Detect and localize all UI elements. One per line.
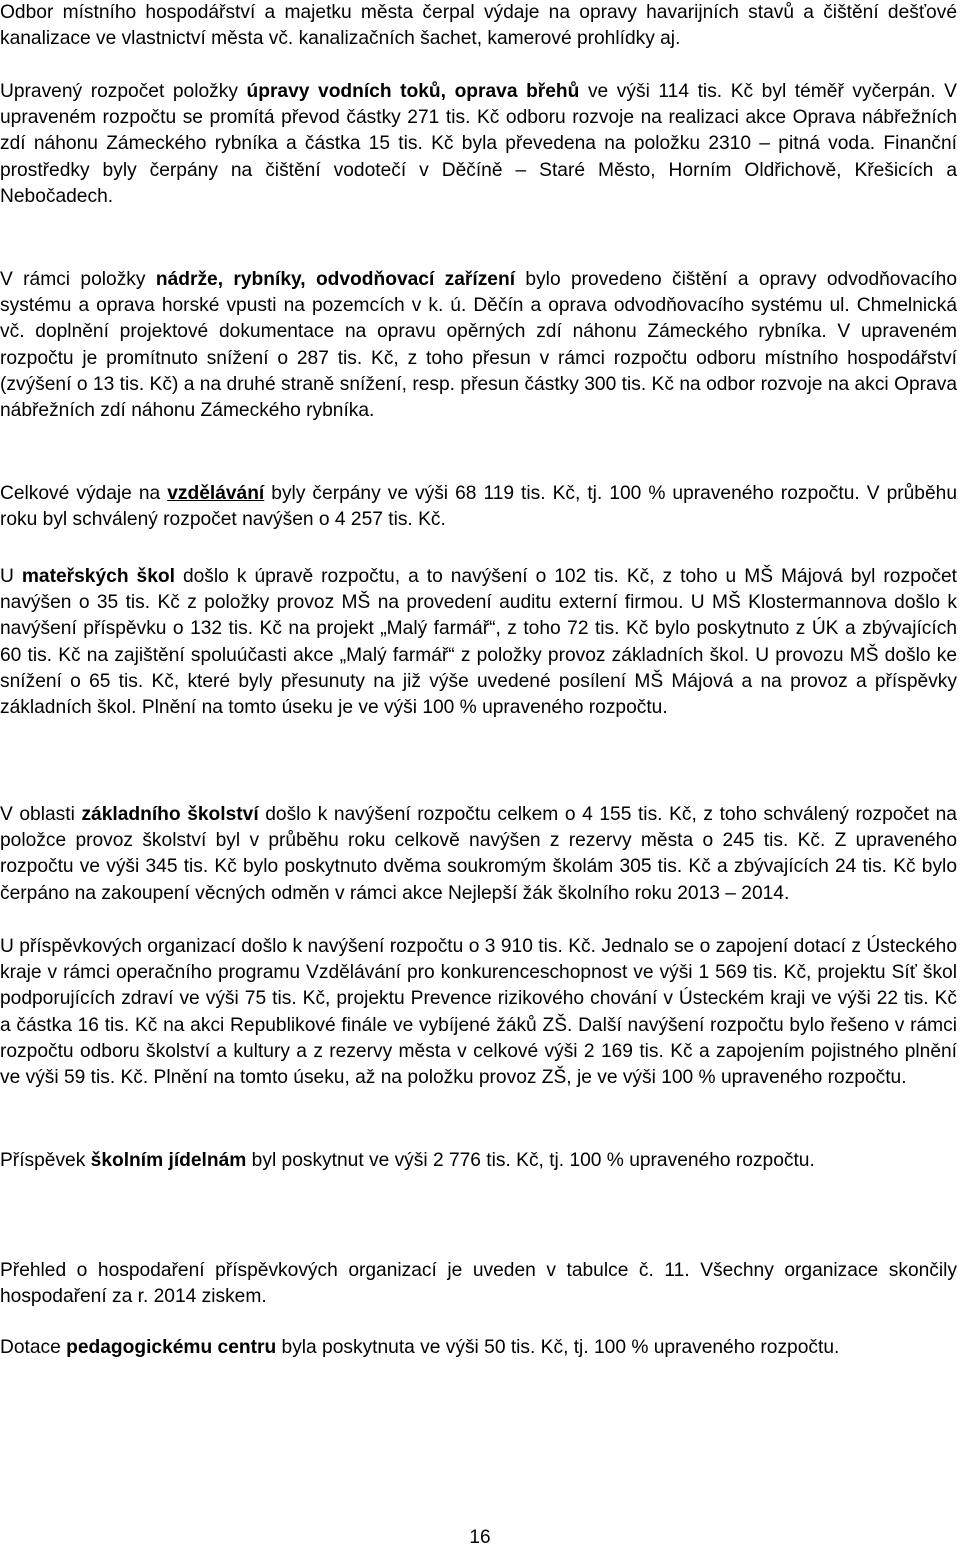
paragraph-text: Celkové výdaje na: [0, 483, 168, 504]
paragraph-text: byl poskytnut ve výši 2 776 tis. Kč, tj. 100 % upraveného rozpočtu.: [246, 1150, 815, 1171]
paragraph-text: byly čerpány ve výši 68 119 tis. Kč, tj. 100 % upraveného rozpočtu. V průběhu roku byl schválený rozpočet navýšen o 4 257 tis. Kč.: [0, 483, 957, 531]
paragraph-prehled-hospodareni: Přehled o hospodaření příspěvkových organizací je uveden v tabulce č. 11. Všechny organizace skončily hospodaření za r. 2014 ziskem.: [0, 1260, 957, 1308]
paragraph-text: Příspěvek: [0, 1150, 91, 1171]
paragraph-zakladni-skolstvi: [0, 802, 957, 907]
highlighted-term: základního školství: [81, 804, 259, 825]
highlighted-term: vzdělávání: [167, 483, 265, 504]
paragraph-vzdelavani: [0, 481, 957, 533]
paragraph-nadrze-rybniky: [0, 267, 957, 424]
paragraph-text: Upravený rozpočet položky: [0, 81, 247, 102]
highlighted-term: mateřských škol: [21, 566, 175, 587]
highlighted-term: školním jídelnám: [90, 1150, 247, 1171]
paragraph-prispevkove-organizace: U příspěvkových organizací došlo k navýšení rozpočtu o 3 910 tis. Kč. Jednalo se o zapojení dotací z Ústeckého kraje v rámci operačního programu Vzdělávání pro konkurenceschopnost ve výši 1 569 tis. Kč, projektu Síť škol podporujících zdraví ve výši 75 tis. Kč, projektu Prevence rizikového chování v Ústeckém kraji ve výši 22 tis. Kč a částka 16 tis. Kč na akci Republikové finále ve vybíjené žáků ZŠ. Další navýšení rozpočtu bylo řešeno v rámci rozpočtu odboru školství a kultury a z rezervy města v celkové výši 2 169 tis. Kč a zapojením pojistného plnění ve výši 59 tis. Kč. Plnění na tomto úseku, až na položku provoz ZŠ, je ve výši 100 % upraveného rozpočtu.: [0, 936, 957, 1089]
page-number: 16: [469, 1527, 491, 1548]
highlighted-term: nádrže, rybníky, odvodňovací zařízení: [155, 269, 516, 290]
paragraph-pedagogicke-centrum: [0, 1335, 957, 1361]
paragraph-text: byla poskytnuta ve výši 50 tis. Kč, tj. 100 % upraveného rozpočtu.: [276, 1337, 840, 1358]
paragraph-kanalizace: Odbor místního hospodářství a majetku města čerpal výdaje na opravy havarijních stavů a čištění dešťové kanalizace ve vlastnictví města vč. kanalizačních šachet, kamerové prohlídky aj.: [0, 2, 957, 50]
paragraph-text: bylo provedeno čištění a opravy odvodňovacího systému a oprava horské vpusti na pozemcích v k. ú. Děčín a oprava odvodňovacího systému ul. Chmelnická vč. doplnění projektové dokumentace na opravu opěrných zdí náhonu Zámeckého rybníka. V upraveném rozpočtu je promítnuto snížení o 287 tis. Kč, z toho přesun v rámci rozpočtu odboru místního hospodářství (zvýšení o 13 tis. Kč) a na druhé straně snížení, resp. přesun částky 300 tis. Kč na odbor rozvoje na akci Oprava nábřežních zdí náhonu Zámeckého rybníka.: [0, 269, 958, 422]
paragraph-vodni-toky: [0, 79, 957, 210]
paragraph-text: ve výši 114 tis. Kč byl téměř vyčerpán. V upraveném rozpočtu se promítá převod částky 271 tis. Kč odboru rozvoje na realizaci akce Oprava nábřežních zdí náhonu Zámeckého rybníka a částka 15 tis. Kč byla převedena na položku 2310 – pitná voda. Finanční prostředky byly čerpány na čištění vodotečí v Děčíně – Staré Město, Horním Oldřichově, Křešicích a Nebočadech.: [0, 81, 957, 207]
paragraph-text: došlo k navýšení rozpočtu celkem o 4 155 tis. Kč, z toho schválený rozpočet na položce provoz školství byl v průběhu roku celkově navýšen z rezervy města o 245 tis. Kč. Z upraveného rozpočtu ve výši 345 tis. Kč bylo poskytnuto dvěma soukromým školám 305 tis. Kč a zbývajících 24 tis. Kč bylo čerpáno na zakoupení věcných odměn v rámci akce Nejlepší žák školního roku 2013 – 2014.: [0, 804, 957, 904]
highlighted-term: pedagogickému centru: [66, 1337, 277, 1358]
paragraph-materske-skoly: [0, 564, 957, 721]
paragraph-skolni-jidelny: [0, 1148, 957, 1174]
paragraph-text: Dotace: [0, 1337, 67, 1358]
paragraph-text: V oblasti: [0, 804, 82, 825]
paragraph-text: U: [0, 566, 22, 587]
highlighted-term: úpravy vodních toků, oprava břehů: [246, 81, 580, 102]
paragraph-text: došlo k úpravě rozpočtu, a to navýšení o 102 tis. Kč, z toho u MŠ Májová byl rozpočet navýšen o 35 tis. Kč z položky provoz MŠ na provedení auditu externí firmou. U MŠ Klostermannova došlo k navýšení příspěvku o 132 tis. Kč na projekt „Malý farmář“, z toho 72 tis. Kč bylo poskytnuto z ÚK a zbývajících 60 tis. Kč na zajištění spoluúčasti akce „Malý farmář“ z položky provoz základních škol. U provozu MŠ došlo ke snížení o 65 tis. Kč, které byly přesunuty na již výše uvedené posílení MŠ Májová a na provoz a příspěvky základních škol. Plnění na tomto úseku je ve výši 100 % upraveného rozpočtu.: [0, 566, 958, 719]
paragraph-text: V rámci položky: [0, 269, 156, 290]
